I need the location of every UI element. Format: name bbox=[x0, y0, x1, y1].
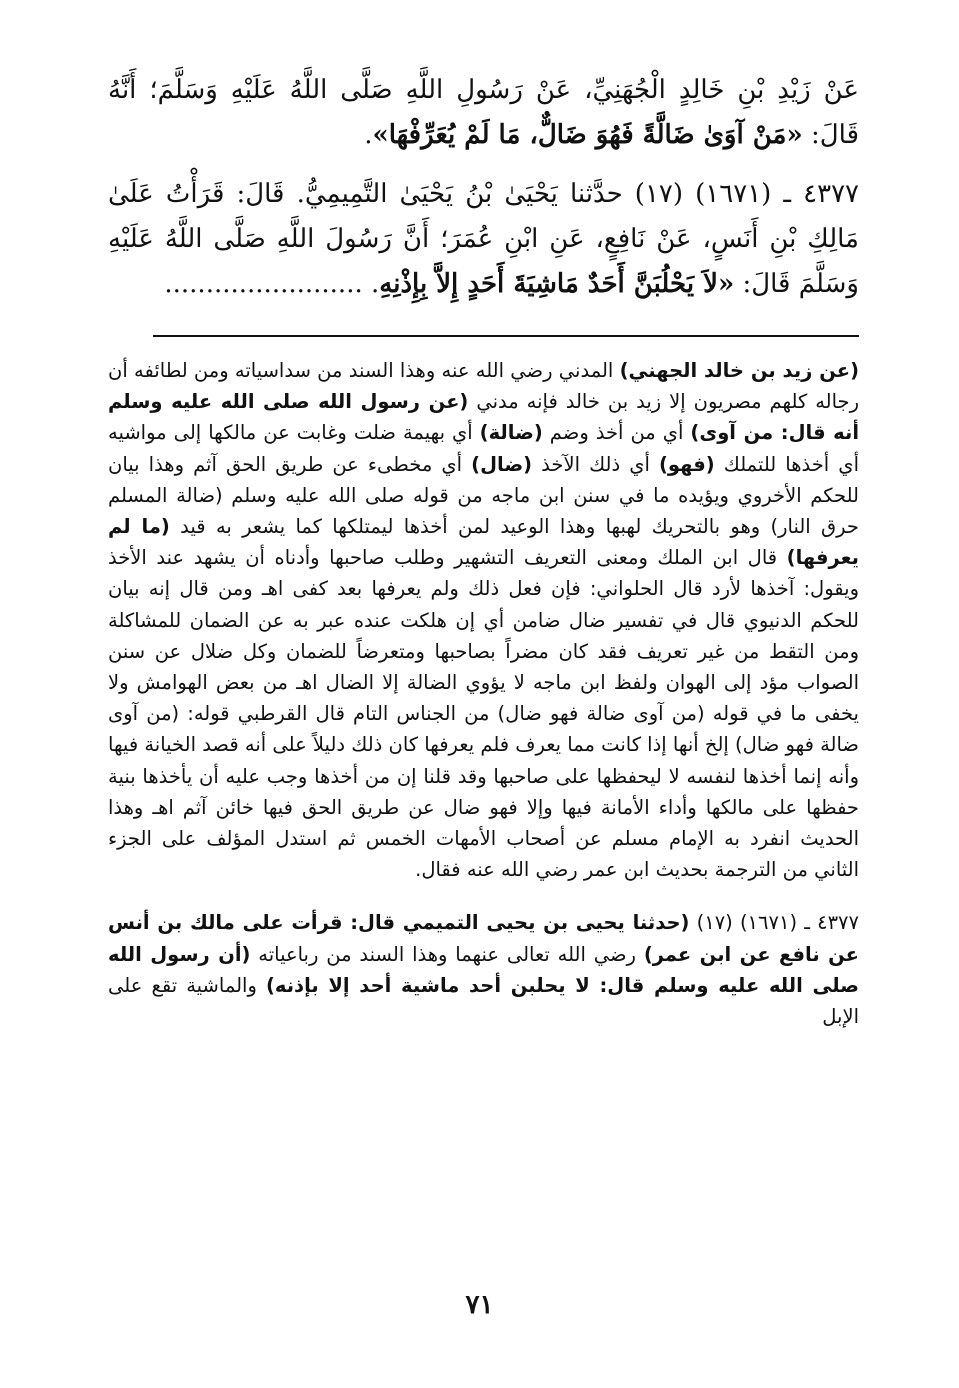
commentary-text: المدني رضي الله عنه وهذا السند من سداسياته ومن لطائفه أن رجاله كلهم مصريون إلا زيد بن خالد فإنه مدني bbox=[108, 359, 859, 414]
commentary-text: أي ذلك الآخذ bbox=[532, 452, 659, 476]
hadith-paragraph-2 bbox=[108, 172, 859, 307]
continuation-dots: ........................ bbox=[164, 269, 363, 299]
commentary-bold: (فهو) bbox=[658, 452, 715, 476]
hadith-text: عَنْ زَيْدِ بْنِ خَالِدٍ الْجُهَنِيِّ، عَنْ رَسُولِ اللَّهِ صَلَّى اللَّهُ عَلَيْهِ وَسَلَّمَ؛ أَنَّهُ قَالَ: bbox=[108, 75, 859, 150]
commentary-bold: (ضال) bbox=[471, 452, 533, 476]
hadith-quote: «مَنْ آوَىٰ ضَالَّةً فَهُوَ ضَالٌّ، مَا لَمْ يُعَرِّفْهَا» bbox=[372, 120, 803, 150]
commentary-bold: (ضالة) bbox=[479, 421, 543, 445]
commentary-text: ٤٣٧٧ ـ (١٦٧١) (١٧) bbox=[689, 911, 859, 935]
commentary-text: أي من أخذ وضم bbox=[542, 421, 691, 445]
footnote-divider bbox=[153, 335, 859, 337]
commentary-bold: (أن رسول الله صلى الله عليه وسلم قال: لا يحلبن أحد ماشية أحد إلا بإذنه) bbox=[108, 942, 859, 997]
commentary-bold: (عن رسول الله صلى الله عليه وسلم أنه قال: من آوى) bbox=[108, 390, 860, 445]
commentary-bold: (حدثنا يحيى بن يحيى التميمي قال: قرأت على مالك بن أنس عن نافع عن ابن عمر) bbox=[108, 911, 859, 966]
hadith-paragraph-1 bbox=[108, 68, 859, 158]
hadith-text: ٤٣٧٧ ـ (١٦٧١) (١٧) حدَّثنا يَحْيَىٰ بْنُ يَحْيَىٰ التَّمِيمِيُّ. قَالَ: قَرَأْتُ عَلَىٰ مَالِكِ بْنِ أَنَسٍ، عَنْ نَافِعٍ، عَنِ ابْنِ عُمَرَ؛ أَنَّ رَسُولَ اللَّهِ صَلَّى اللَّهُ عَلَيْهِ وَسَلَّمَ قَالَ: bbox=[108, 179, 859, 299]
commentary-text: رضي الله تعالى عنهما وهذا السند من رباعياته bbox=[250, 942, 644, 966]
commentary-bold: (عن زيد بن خالد الجهني) bbox=[619, 359, 860, 382]
commentary-text: أي بهيمة ضلت وغابت عن مالكها إلى مواشيه أي أخذها للتملك bbox=[108, 421, 859, 476]
hadith-text: . bbox=[364, 120, 373, 150]
commentary-text: أي مخطىء عن طريق الحق آثم وهذا بيان للحكم الأخروي ويؤيده ما في سنن ابن ماجه من قوله صلى الله عليه وسلم (ضالة المسلم حرق النار) وهو بالتحريك لهبها وهذا الوعيد لمن أخذها ليمتلكها كما يشعر به قيد bbox=[108, 452, 859, 539]
hadith-text: . bbox=[371, 269, 380, 299]
commentary-text: والماشية تقع على الإبل bbox=[108, 973, 859, 1029]
commentary-text: قال ابن الملك ومعنى التعريف التشهير وطلب صاحبها وأدناه أن يشهد عند الأخذ ويقول: آخذها لأرد قال الحلواني: فإن فعل ذلك ولم يعرفها بعد كفى اهـ ومن قال إنه بيان للحكم الدنيوي قال في تفسير ضال ضامن أي إن هلكت عنده عبر به عن الضمان للمشاكلة ومن التقط من غير تعريف فقد كان مضراً بصاحبها ومتعرضاً للضمان وكل ضلال عن سنن الصواب مؤد إلى الهوان ولفظ ابن ماجه لا يؤوي الضالة إلا الضال اهـ من بعض الهوامش ولا يخفى ما في قوله (من آوى ضالة فهو ضال) من الجناس التام قال القرطبي قوله: (من آوى ضالة فهو ضال) إلخ أنها إذا كانت مما يعرف فلم يعرفها كان ذلك دليلاً على أنه قصد الخيانة فيها وأنه إنما أخذها لنفسه لا ليحفظها على صاحبها وقد قلنا إن من أخذها وجب عليه أن يأخذها بنية حفظها على مالكها وأداء الأمانة فيها وإلا فهو ضال عن طريق الحق فيها خائن آثم اهـ وهذا الحديث انفرد به الإمام مسلم عن أصحاب الأمهات الخمس ثم استدل المؤلف على الجزء الثاني من الترجمة بحديث ابن عمر رضي الله عنه فقال. bbox=[108, 546, 859, 882]
commentary-paragraph-1 bbox=[108, 355, 859, 885]
page-number: ٧١ bbox=[465, 1290, 494, 1320]
commentary-bold: (ما لم يعرفها) bbox=[108, 515, 859, 570]
hadith-quote: «لاَ يَحْلُبَنَّ أَحَدٌ مَاشِيَةَ أَحَدٍ إِلاَّ بِإِذْنِهِ bbox=[379, 269, 735, 299]
commentary-paragraph-2 bbox=[108, 907, 859, 1032]
